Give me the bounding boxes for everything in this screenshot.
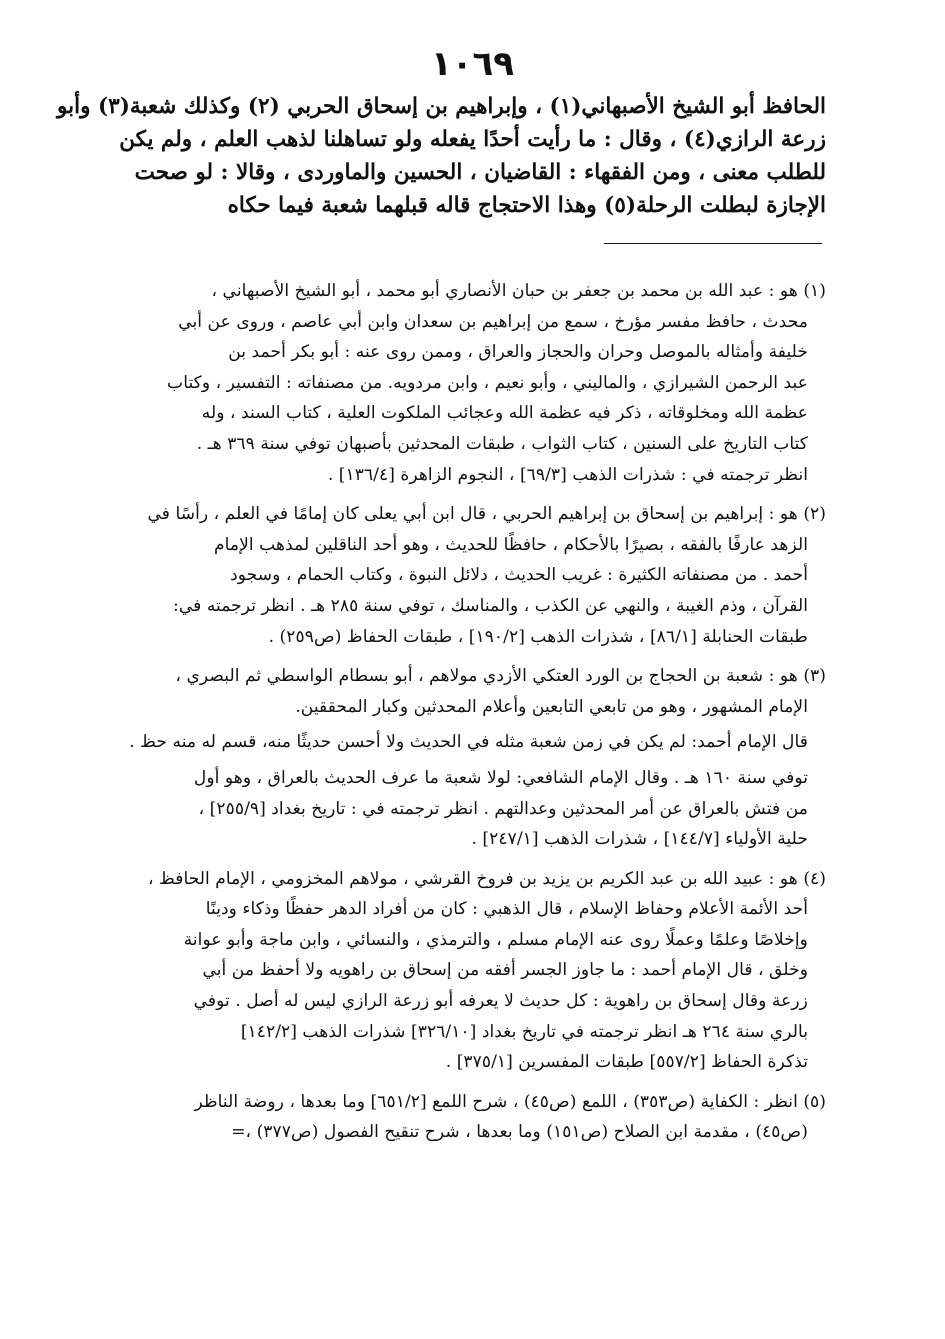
footnote-line: الإمام المشهور ، وهو من تابعي التابعين وأعلام المحدثين وكبار المحققين. — [295, 696, 808, 717]
footnotes-section — [58, 276, 826, 1157]
footnote-line: كتاب التاريخ على السنين ، كتاب الثواب ، طبقات المحدثين بأصبهان توفي سنة ٣٦٩ هـ . — [196, 433, 808, 454]
footnote-line: حلية الأولياء [١٤٤/٧] ، شذرات الذهب [٢٤٧/١] . — [471, 829, 808, 850]
footnote-line: عظمة الله ومخلوقاته ، ذكر فيه عظمة الله وعجائب الملكوت العلية ، كتاب السند ، وله — [201, 403, 808, 424]
footnote-2 — [58, 499, 826, 652]
footnote-1 — [58, 276, 826, 490]
footnote-line: (٣) هو : شعبة بن الحجاج بن الورد العتكي الأزدي مولاهم ، أبو بسطام الواسطي ثم البصري ، — [175, 666, 826, 687]
footnote-line: خليفة وأمثاله بالموصل وحران والحجاز والعراق ، وممن روى عنه : أبو بكر أحمد بن — [228, 342, 808, 363]
main-text-line: الحافظ أبو الشيخ الأصبهاني(١) ، وإبراهيم بن إسحاق الحربي (٢) وكذلك شعبة(٣) وأبو — [57, 94, 826, 119]
footnote-line: من فتش بالعراق عن أمر المحدثين وعدالتهم . انظر ترجمته في : تاريخ بغداد [٢٥٥/٩] ، — [198, 798, 808, 819]
footnote-line: (٥) انظر : الكفاية (ص٣٥٣) ، اللمع (ص٤٥) ، شرح اللمع [٦٥١/٢] وما بعدها ، روضة الناظر — [194, 1091, 826, 1112]
footnote-line: الزهد عارفًا بالفقه ، بصيرًا بالأحكام ، حافظًا للحديث ، وهو أحد الناقلين لمذهب الإمام — [214, 534, 808, 555]
footnote-line: تذكرة الحفاظ [٥٥٧/٢] طبقات المفسرين [٣٧٥/١] . — [445, 1052, 808, 1073]
footnote-quote: قال الإمام أحمد: لم يكن في زمن شعبة مثله في الحديث ولا أحسن حديثًا منه، قسم له منه حظ . — [129, 732, 808, 753]
footnote-line: بالري سنة ٢٦٤ هـ انظر ترجمته في تاريخ بغداد [٣٢٦/١٠] شذرات الذهب [١٤٢/٢] — [240, 1021, 808, 1042]
footnote-line: وإخلاصًا وعلمًا وعملًا روى عنه الإمام مسلم ، والترمذي ، والنسائي ، وابن ماجة وأبو عوانة — [183, 929, 808, 950]
footnote-line: توفي سنة ١٦٠ هـ . وقال الإمام الشافعي: لولا شعبة ما عرف الحديث بالعراق ، وهو أول — [193, 767, 808, 788]
footnote-5 — [58, 1087, 826, 1148]
footnote-line: محدث ، حافظ مفسر مؤرخ ، سمع من إبراهيم بن سعدان وابن أبي عاصم ، وروى عن أبي — [178, 311, 808, 332]
main-body-text — [58, 90, 826, 222]
footnote-4 — [58, 864, 826, 1078]
footnote-line: انظر ترجمته في : شذرات الذهب [٦٩/٣] ، النجوم الزاهرة [١٣٦/٤] . — [327, 464, 808, 485]
page-number: ١٠٦٩ — [430, 44, 514, 84]
footnote-line: عبد الرحمن الشيرازي ، والماليني ، وأبو نعيم ، وابن مردويه. من مصنفاته : التفسير ، وكتاب — [167, 372, 808, 393]
footnote-line: أحد الأئمة الأعلام وحفاظ الإسلام ، قال الذهبي : كان من أفراد الدهر حفظًا وذكاء ودينًا — [205, 899, 808, 920]
footnote-line: (١) هو : عبد الله بن محمد بن جعفر بن حبان الأنصاري أبو محمد ، أبو الشيخ الأصبهاني ، — [211, 281, 826, 301]
footnote-separator-rule — [604, 243, 822, 244]
footnote-line: القرآن ، وذم الغيبة ، والنهي عن الكذب ، والمناسك ، توفي سنة ٢٨٥ هـ . انظر ترجمته في: — [173, 595, 808, 616]
footnote-line: (٢) هو : إبراهيم بن إسحاق بن إبراهيم الحربي ، قال ابن أبي يعلى كان إمامًا في العلم ، رأسًا في — [147, 504, 826, 525]
footnote-line: (٤) هو : عبيد الله بن عبد الكريم بن يزيد بن فروخ القرشي ، مولاهم المخزومي ، الإمام الحافظ ، — [147, 868, 826, 889]
footnote-line: أحمد . من مصنفاته الكثيرة : غريب الحديث ، دلائل النبوة ، وكتاب الحمام ، وسجود — [230, 565, 808, 586]
footnote-3 — [58, 661, 826, 855]
main-text-line: للطلب معنى ، ومن الفقهاء : القاضيان ، الحسين والماوردى ، وقالا : لو صحت — [134, 160, 826, 185]
main-text-line: زرعة الرازي(٤) ، وقال : ما رأيت أحدًا يفعله ولو تساهلنا لذهب العلم ، ولم يكن — [119, 127, 826, 152]
main-text-line: الإجازة لبطلت الرحلة(٥) وهذا الاحتجاج قاله قبلهما شعبة فيما حكاه — [227, 193, 826, 218]
footnote-line: (ص٤٥) ، مقدمة ابن الصلاح (ص١٥١) وما بعدها ، شرح تنقيح الفصول (ص٣٧٧) ،= — [231, 1122, 808, 1143]
footnote-line: وخلق ، قال الإمام أحمد : ما جاوز الجسر أفقه من إسحاق بن راهويه ولا أحفظ من أبي — [202, 960, 808, 981]
footnote-line: زرعة وقال إسحاق بن راهوية : كل حديث لا يعرفه أبو زرعة الرازي ليس له أصل . توفي — [193, 991, 808, 1012]
footnote-line: طبقات الحنابلة [٨٦/١] ، شذرات الذهب [١٩٠/٢] ، طبقات الحفاظ (ص٢٥٩) . — [268, 626, 808, 647]
